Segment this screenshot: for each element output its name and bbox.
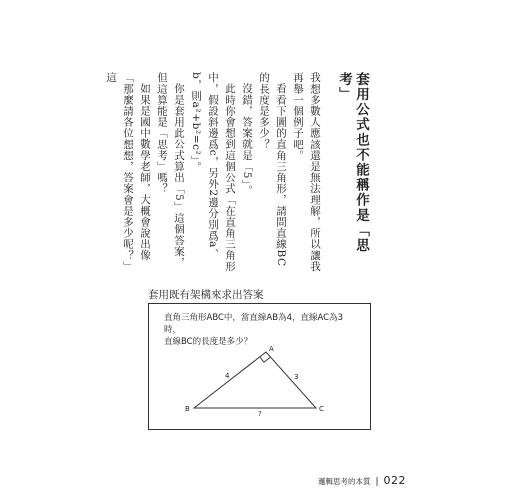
figure-caption: 套用既有架構來求出答案 — [148, 289, 264, 301]
side-label-ab: 4 — [225, 372, 230, 380]
side-label-ac: 3 — [294, 373, 299, 381]
page-footer — [318, 474, 406, 487]
paragraph-2: 看看下圖的直角三角形，請問直線BC的長度是多少？ — [258, 72, 287, 267]
figure-box — [148, 303, 371, 430]
footer-separator: | — [375, 477, 379, 487]
section-title: 套用公式也不能稱作是「思考」 — [336, 72, 369, 254]
right-triangle-diagram — [149, 304, 372, 431]
paragraph-1: 我想多數人應該還是無法理解，所以讓我再舉一個例子吧。 — [292, 72, 321, 272]
paragraph-4: 此時你會想到這個公式「在直角三角形中，假設斜邊爲c，另外2邊分別爲a、b，則a²+b²=c²」。 — [190, 72, 236, 272]
figure-question-line-2: 直線BC的長度是多少？ — [164, 337, 253, 347]
vertex-label-a: A — [269, 345, 274, 353]
paragraph-5: 你是套用此公式算出「5」這個答案，但這算能是「思考」嗎？ — [156, 72, 185, 268]
paragraph-6: 如果是國中數學老師，大概會說出像「那麼請各位想想，答案會是多少呢？」這 — [105, 72, 151, 272]
page-number: 022 — [383, 474, 407, 487]
vertical-text-block — [105, 72, 369, 272]
paragraph-3: 沒錯，答案就是「5」。 — [241, 82, 253, 196]
figure-question-line-1: 直角三角形ABC中，當直線AB為4，直線AC為3時， — [164, 313, 343, 335]
footer-section-title: 邏輯思考的本質 — [318, 477, 371, 486]
vertex-label-b: B — [185, 405, 190, 413]
vertex-label-c: C — [319, 405, 324, 413]
right-angle-marker — [260, 357, 270, 362]
side-label-bc: ? — [258, 410, 262, 418]
